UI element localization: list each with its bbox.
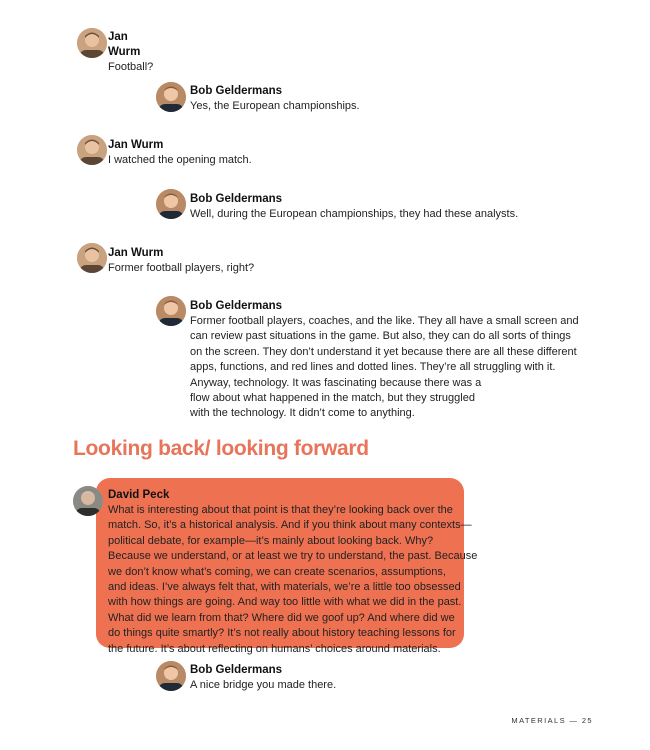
jan-portrait-icon xyxy=(77,28,107,58)
jan-portrait-icon xyxy=(77,135,107,165)
message-text: What did we learn from that? Where did we goof up? And where did we xyxy=(108,611,455,624)
message-text: on the screen. They don’t understand it yet because there are all these different xyxy=(190,345,577,358)
speaker-name: David Peck xyxy=(108,489,170,501)
jan-portrait-icon xyxy=(77,243,107,273)
speaker-name: Jan Wurm xyxy=(108,247,164,259)
message-text: Football? xyxy=(108,61,154,73)
message-text: and ideas. I’ve always felt that, with materials, we’re a little too obsessed xyxy=(108,581,461,594)
message-text: flow about what happened in the match, but they struggled xyxy=(190,392,475,405)
message-text: match. So, it’s a historical analysis. And if you think about many contexts— xyxy=(108,519,472,532)
message-text: political debate, for example—it’s mainly about looking back. Why? xyxy=(108,534,434,547)
message-text: do things quite smartly? It’s not really about history teaching lessons for xyxy=(108,627,456,640)
message-text: with the technology. It didn’t come to anything. xyxy=(190,407,415,420)
page-footer: MATERIALS — 25 xyxy=(511,716,593,725)
avatar xyxy=(77,243,107,273)
speaker-name: Jan Wurm xyxy=(108,139,164,151)
avatar xyxy=(156,82,186,112)
avatar xyxy=(156,189,186,219)
message-text: I watched the opening match. xyxy=(108,154,252,166)
speaker-name: Jan Wurm xyxy=(108,31,141,58)
message-text: A nice bridge you made there. xyxy=(190,679,337,691)
message-text: Former football players, coaches, and the like. They all have a small screen and xyxy=(190,315,579,327)
david-portrait-icon xyxy=(73,486,103,516)
message-text: we don’t know what’s coming, we can create scenarios, assumptions, xyxy=(108,565,446,578)
speaker-name: Bob Geldermans xyxy=(190,85,283,97)
speaker-name: Bob Geldermans xyxy=(190,300,283,312)
bob-portrait-icon xyxy=(156,661,186,691)
avatar xyxy=(156,661,186,691)
bob-portrait-icon xyxy=(156,296,186,326)
speaker-name: Bob Geldermans xyxy=(190,193,283,205)
avatar xyxy=(156,296,186,326)
message-text: Because we understand, or at least we try to understand, the past. Because xyxy=(108,550,478,563)
message-text: Anyway, technology. It was fascinating because there was a xyxy=(190,376,482,389)
message-text: apps, functions, and red lines and dotted lines. They’re all struggling with it. xyxy=(190,361,556,374)
message-text: Well, during the European championships, they had these analysts. xyxy=(190,208,519,220)
message-text: with how things are going. And way too little with what we did in the past. xyxy=(108,596,462,609)
bob-portrait-icon xyxy=(156,82,186,112)
message-text: Former football players, right? xyxy=(108,262,255,274)
message-text: What is interesting about that point is that they’re looking back over the xyxy=(108,504,453,516)
avatar xyxy=(77,28,107,58)
message-text: can review past situations in the game. But also, they can do all sorts of things xyxy=(190,330,571,343)
avatar xyxy=(77,135,107,165)
bob-portrait-icon xyxy=(156,189,186,219)
message-text: Yes, the European championships. xyxy=(190,100,360,112)
section-heading: Looking back/ looking forward xyxy=(73,437,369,460)
avatar xyxy=(73,486,103,516)
speaker-name: Bob Geldermans xyxy=(190,664,283,676)
message-text: the future. It’s about reflecting on humans’ choices around materials. xyxy=(108,642,441,655)
